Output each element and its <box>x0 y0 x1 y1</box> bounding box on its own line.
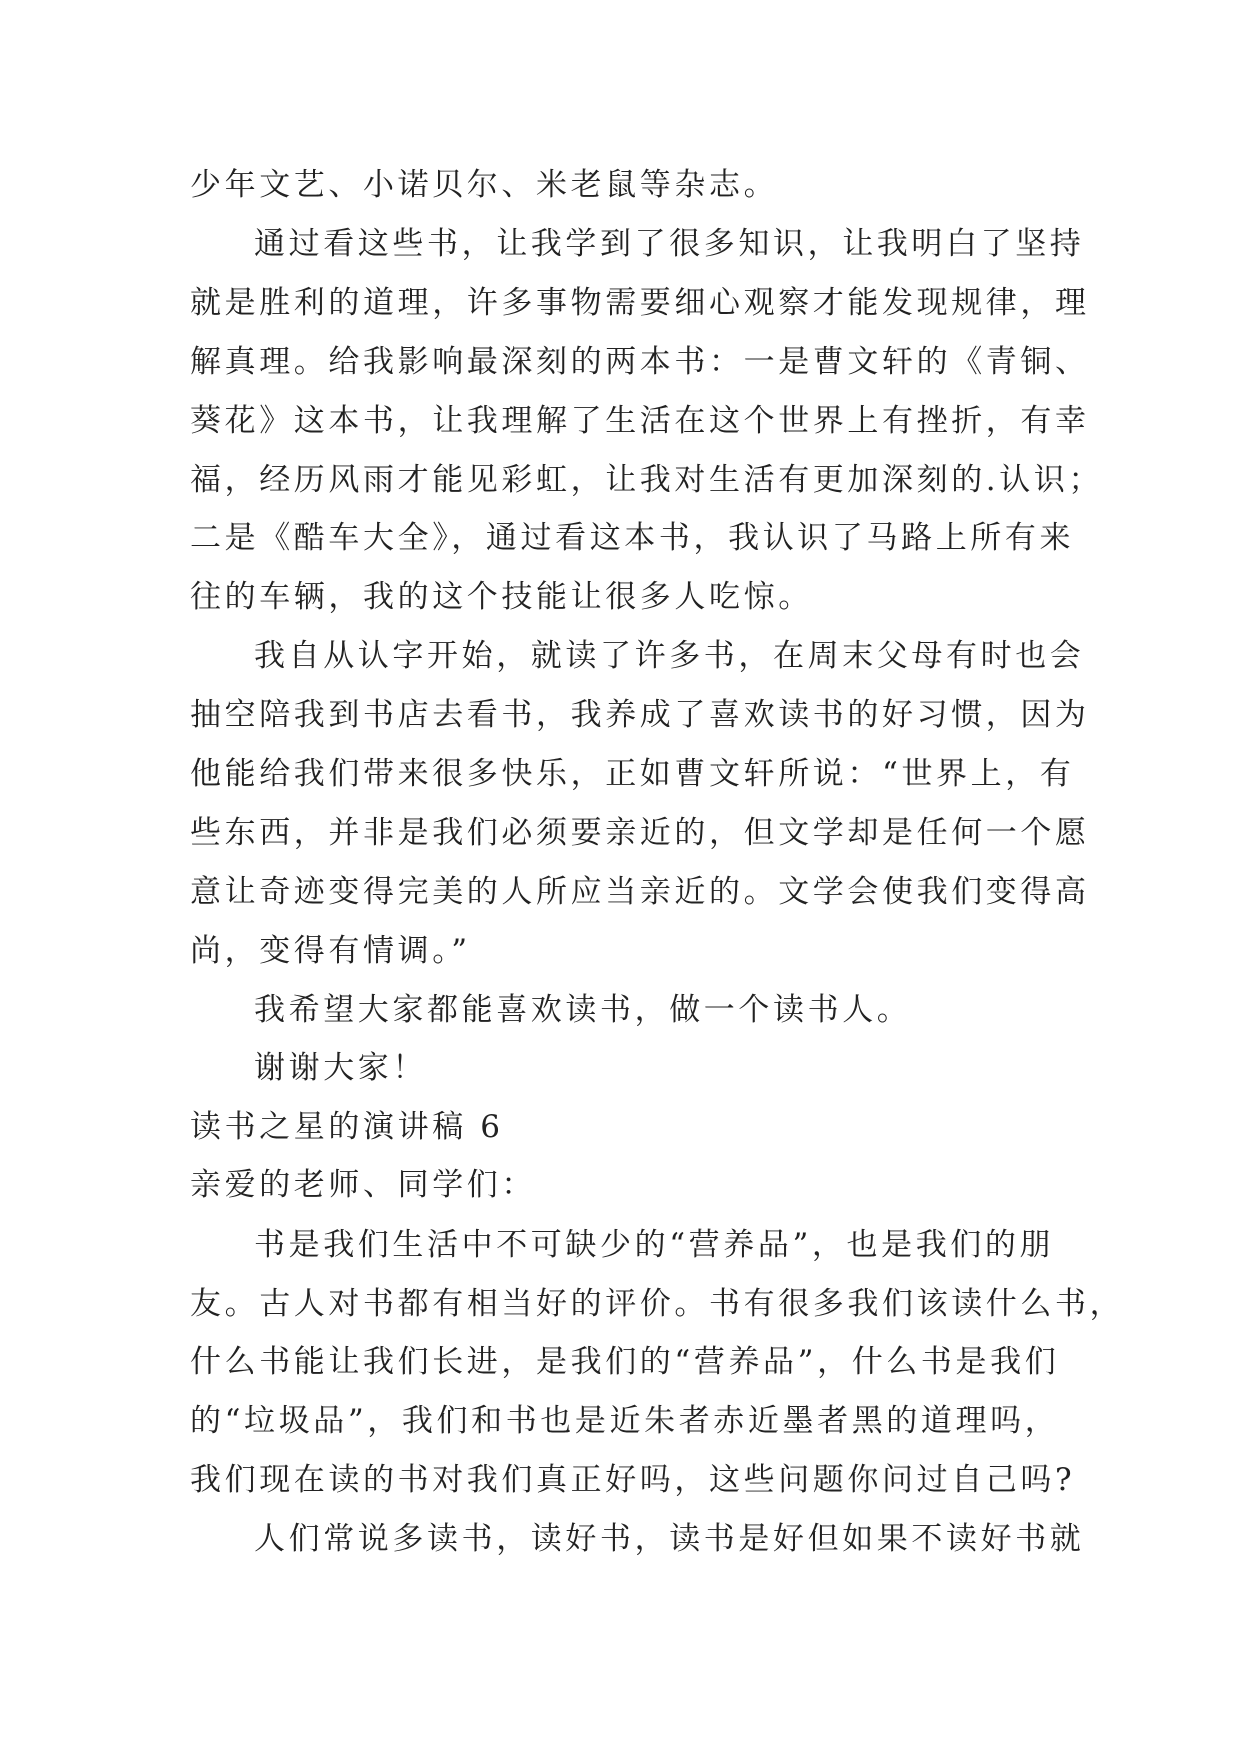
text-line: 意让奇迹变得完美的人所应当亲近的。文学会使我们变得高 <box>190 874 1090 910</box>
salutation: 亲爱的老师、同学们： <box>190 1167 536 1203</box>
text-line: 书是我们生活中不可缺少的“营养品”，也是我们的朋 <box>254 1227 1055 1263</box>
text-line: 往的车辆，我的这个技能让很多人吃惊。 <box>190 579 813 615</box>
text-line: 人们常说多读书，读好书，读书是好但如果不读好书就 <box>254 1521 1085 1557</box>
text-line: 福，经历风雨才能见彩虹，让我对生活有更加深刻的.认识； <box>190 462 1104 498</box>
text-line: 就是胜利的道理，许多事物需要细心观察才能发现规律，理 <box>190 285 1090 321</box>
text-line: 通过看这些书，让我学到了很多知识，让我明白了坚持 <box>254 226 1085 262</box>
text-line: 些东西，并非是我们必须要亲近的，但文学却是任何一个愿 <box>190 815 1090 851</box>
text-line: 谢谢大家！ <box>254 1050 427 1086</box>
text-line: 什么书能让我们长进，是我们的“营养品”，什么书是我们 <box>190 1344 1060 1380</box>
text-line: 少年文艺、小诺贝尔、米老鼠等杂志。 <box>190 167 779 203</box>
text-line: 的“垃圾品”，我们和书也是近朱者赤近墨者黑的道理吗， <box>190 1403 1060 1439</box>
text-line: 葵花》这本书，让我理解了生活在这个世界上有挫折，有幸 <box>190 403 1090 439</box>
text-line: 二是《酷车大全》，通过看这本书，我认识了马路上所有来 <box>190 520 1075 556</box>
text-line: 解真理。给我影响最深刻的两本书：一是曹文轩的《青铜、 <box>190 344 1090 380</box>
text-line: 我希望大家都能喜欢读书，做一个读书人。 <box>254 992 912 1028</box>
text-line: 我自从认字开始，就读了许多书，在周末父母有时也会 <box>254 638 1085 674</box>
text-line: 友。古人对书都有相当好的评价。书有很多我们该读什么书， <box>190 1286 1125 1322</box>
text-line: 尚，变得有情调。” <box>190 933 471 969</box>
text-line: 他能给我们带来很多快乐，正如曹文轩所说：“世界上，有 <box>190 756 1075 792</box>
text-line: 我们现在读的书对我们真正好吗，这些问题你问过自己吗? <box>190 1462 1076 1498</box>
section-heading: 读书之星的演讲稿 6 <box>190 1109 504 1145</box>
text-line: 抽空陪我到书店去看书，我养成了喜欢读书的好习惯，因为 <box>190 697 1090 733</box>
